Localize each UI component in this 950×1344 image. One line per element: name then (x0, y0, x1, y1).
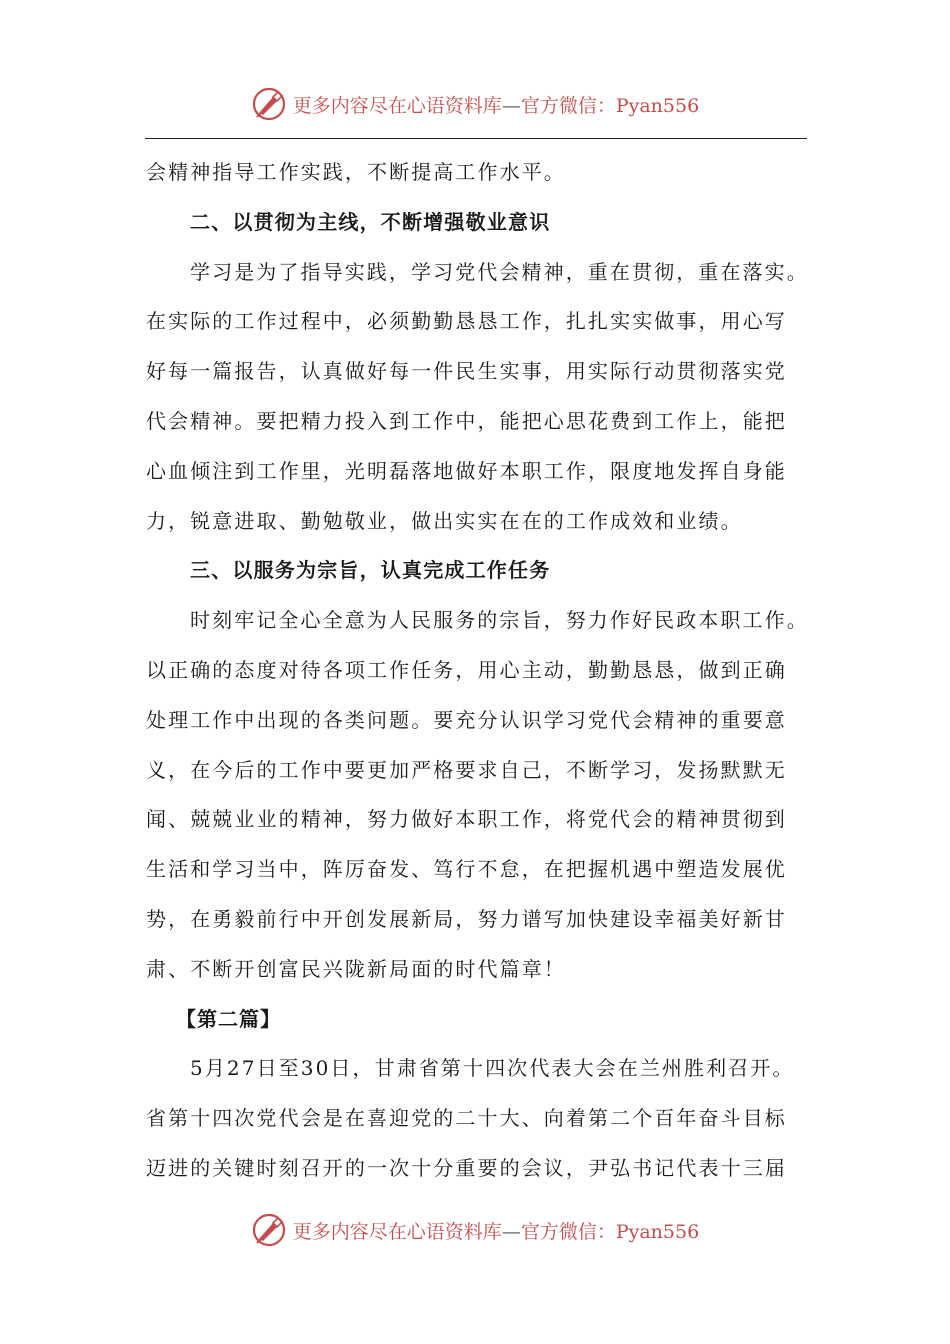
page-header (0, 84, 950, 124)
page-footer (0, 1210, 950, 1250)
footer-separator: — (501, 1220, 521, 1243)
header-separator: — (501, 94, 521, 117)
footer-brand: 更多内容尽在心语资料库 (292, 1220, 502, 1243)
part-two-heading: 【第二篇】 (176, 1006, 281, 1031)
footer-wechat-label: 官方微信： (520, 1220, 616, 1243)
pen-logo-icon (251, 1212, 287, 1248)
header-text (293, 91, 699, 118)
header-brand: 更多内容尽在心语资料库 (292, 94, 502, 117)
text-line: 会精神指导工作实践，不断提高工作水平。 (146, 160, 566, 184)
text-line: 迈进的关键时刻召开的一次十分重要的会议，尹弘书记代表十三届 (146, 1155, 787, 1180)
text-line: 闻、兢兢业业的精神，努力做好本职工作，将党代会的精神贯彻到 (146, 807, 787, 832)
text-line: 义，在今后的工作中要更加严格要求自己，不断学习，发扬默默无 (146, 757, 787, 782)
section-heading-3: 三、以服务为宗旨，认真完成工作任务 (190, 558, 551, 583)
text-line: 在实际的工作过程中，必须勤勤恳恳工作，扎扎实实做事，用心写 (146, 309, 787, 334)
text-line: 处理工作中出现的各类问题。要充分认识学习党代会精神的重要意 (146, 707, 787, 732)
text-line: 以正确的态度对待各项工作任务，用心主动，勤勤恳恳，做到正确 (146, 657, 787, 682)
header-wechat-id: Pyan556 (615, 94, 700, 117)
footer-text (293, 1217, 699, 1244)
document-body (146, 148, 810, 1194)
text-line: 肃、不断开创富民兴陇新局面的时代篇章！ (146, 956, 566, 981)
text-line: 省第十四次党代会是在喜迎党的二十大、向着第二个百年奋斗目标 (146, 1106, 787, 1131)
text-line: 5月27日至30日，甘肃省第十四次代表大会在兰州胜利召开。 (190, 1056, 795, 1081)
text-line: 好每一篇报告，认真做好每一件民生实事，用实际行动贯彻落实党 (146, 359, 787, 384)
text-line: 生活和学习当中，阵厉奋发、笃行不怠，在把握机遇中塑造发展优 (146, 857, 787, 882)
text-line: 学习是为了指导实践，学习党代会精神，重在贯彻，重在落实。 (190, 259, 809, 284)
text-line: 力，锐意进取、勤勉敬业，做出实实在在的工作成效和业绩。 (146, 508, 743, 533)
section-heading-2: 二、以贯彻为主线，不断增强敬业意识 (190, 209, 551, 234)
text-line: 心血倾注到工作里，光明磊落地做好本职工作，限度地发挥自身能 (146, 458, 787, 483)
footer-wechat-id: Pyan556 (615, 1220, 700, 1243)
header-wechat-label: 官方微信： (520, 94, 616, 117)
text-line: 势，在勇毅前行中开创发展新局，努力谱写加快建设幸福美好新甘 (146, 906, 787, 931)
text-line: 时刻牢记全心全意为人民服务的宗旨，努力作好民政本职工作。 (190, 608, 809, 633)
text-line: 代会精神。要把精力投入到工作中，能把心思花费到工作上，能把 (146, 408, 787, 433)
pen-logo-icon (251, 86, 287, 122)
header-divider (145, 138, 807, 139)
